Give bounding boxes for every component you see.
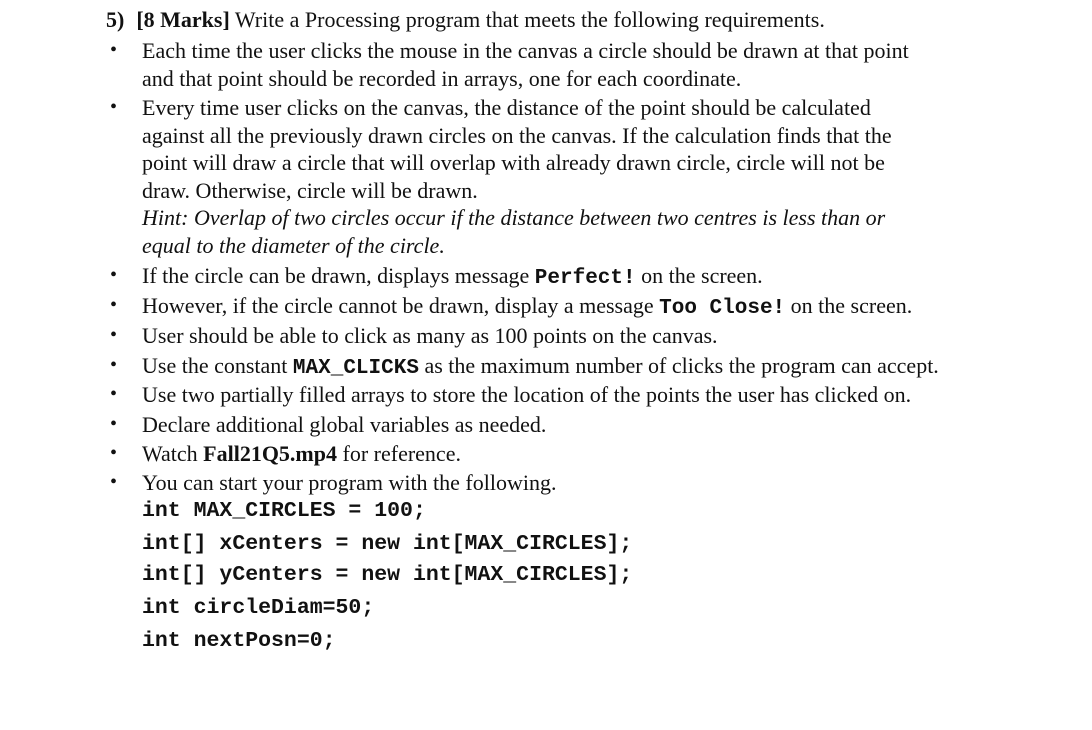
requirement-item-9 <box>110 440 461 468</box>
hint-text: Hint: Overlap of two circles occur if the distance between two centres is less than or <box>142 205 886 231</box>
requirement-text: Every time user clicks on the canvas, the distance of the point should be calculated <box>142 95 871 120</box>
requirement-text: on the screen. <box>785 293 913 318</box>
bullet-icon: • <box>110 264 118 286</box>
code-line-5: int nextPosn=0; <box>142 629 336 653</box>
code-line-2: int[] xCenters = new int[MAX_CIRCLES]; <box>142 532 633 556</box>
requirement-text: for reference. <box>337 441 461 466</box>
requirement-text: Each time the user clicks the mouse in the canvas a circle should be drawn at that point <box>142 38 909 63</box>
requirement-text: draw. Otherwise, circle will be drawn. <box>142 177 478 203</box>
bullet-icon: • <box>110 294 118 316</box>
requirement-item-4 <box>110 292 913 323</box>
requirement-text: If the circle can be drawn, displays message <box>142 263 535 288</box>
requirement-item-7 <box>110 381 912 409</box>
requirement-text: Watch <box>142 441 204 466</box>
requirement-text: and that point should be recorded in arrays, one for each coordinate. <box>142 65 742 91</box>
question-prompt: Write a Processing program that meets the following requirements. <box>234 7 825 32</box>
inline-code: Too Close! <box>659 297 786 320</box>
requirement-item-2 <box>110 94 892 260</box>
requirement-item-3 <box>110 262 763 293</box>
inline-code: Perfect! <box>534 267 636 290</box>
requirement-text: Use the constant <box>142 353 293 378</box>
requirement-item-1 <box>110 37 909 92</box>
code-line-1: int MAX_CIRCLES = 100; <box>142 499 426 523</box>
requirement-item-10 <box>110 469 557 497</box>
requirement-text: as the maximum number of clicks the program can accept. <box>418 353 939 378</box>
requirement-text: on the screen. <box>635 263 763 288</box>
requirement-item-5 <box>110 322 718 350</box>
requirement-item-6 <box>110 352 939 383</box>
bullet-icon: • <box>110 442 118 464</box>
code-line-4: int circleDiam=50; <box>142 596 375 620</box>
question-heading <box>106 6 825 34</box>
bullet-icon: • <box>110 383 118 405</box>
video-filename: Fall21Q5.mp4 <box>203 441 337 466</box>
requirement-text: against all the previously drawn circles on the canvas. If the calculation finds that the <box>142 122 892 148</box>
requirement-text: However, if the circle cannot be drawn, display a message <box>142 293 660 318</box>
question-marks: [8 Marks] <box>136 7 230 32</box>
bullet-icon: • <box>110 471 118 493</box>
requirement-text: User should be able to click as many as 100 points on the canvas. <box>142 323 718 348</box>
question-number: 5) <box>106 7 125 32</box>
requirement-text: You can start your program with the following. <box>142 470 557 495</box>
code-line-3: int[] yCenters = new int[MAX_CIRCLES]; <box>142 563 633 587</box>
hint-text: equal to the diameter of the circle. <box>142 232 445 258</box>
requirement-text: Declare additional global variables as needed. <box>142 412 547 437</box>
bullet-icon: • <box>110 39 118 61</box>
inline-code: MAX_CLICKS <box>292 357 419 380</box>
bullet-icon: • <box>110 354 118 376</box>
bullet-icon: • <box>110 96 118 118</box>
bullet-icon: • <box>110 413 118 435</box>
requirement-text: Use two partially filled arrays to store the location of the points the user has clicked on. <box>142 382 912 407</box>
bullet-icon: • <box>110 324 118 346</box>
requirement-text: point will draw a circle that will overlap with already drawn circle, circle will not be <box>142 150 885 176</box>
requirement-item-8 <box>110 411 547 439</box>
